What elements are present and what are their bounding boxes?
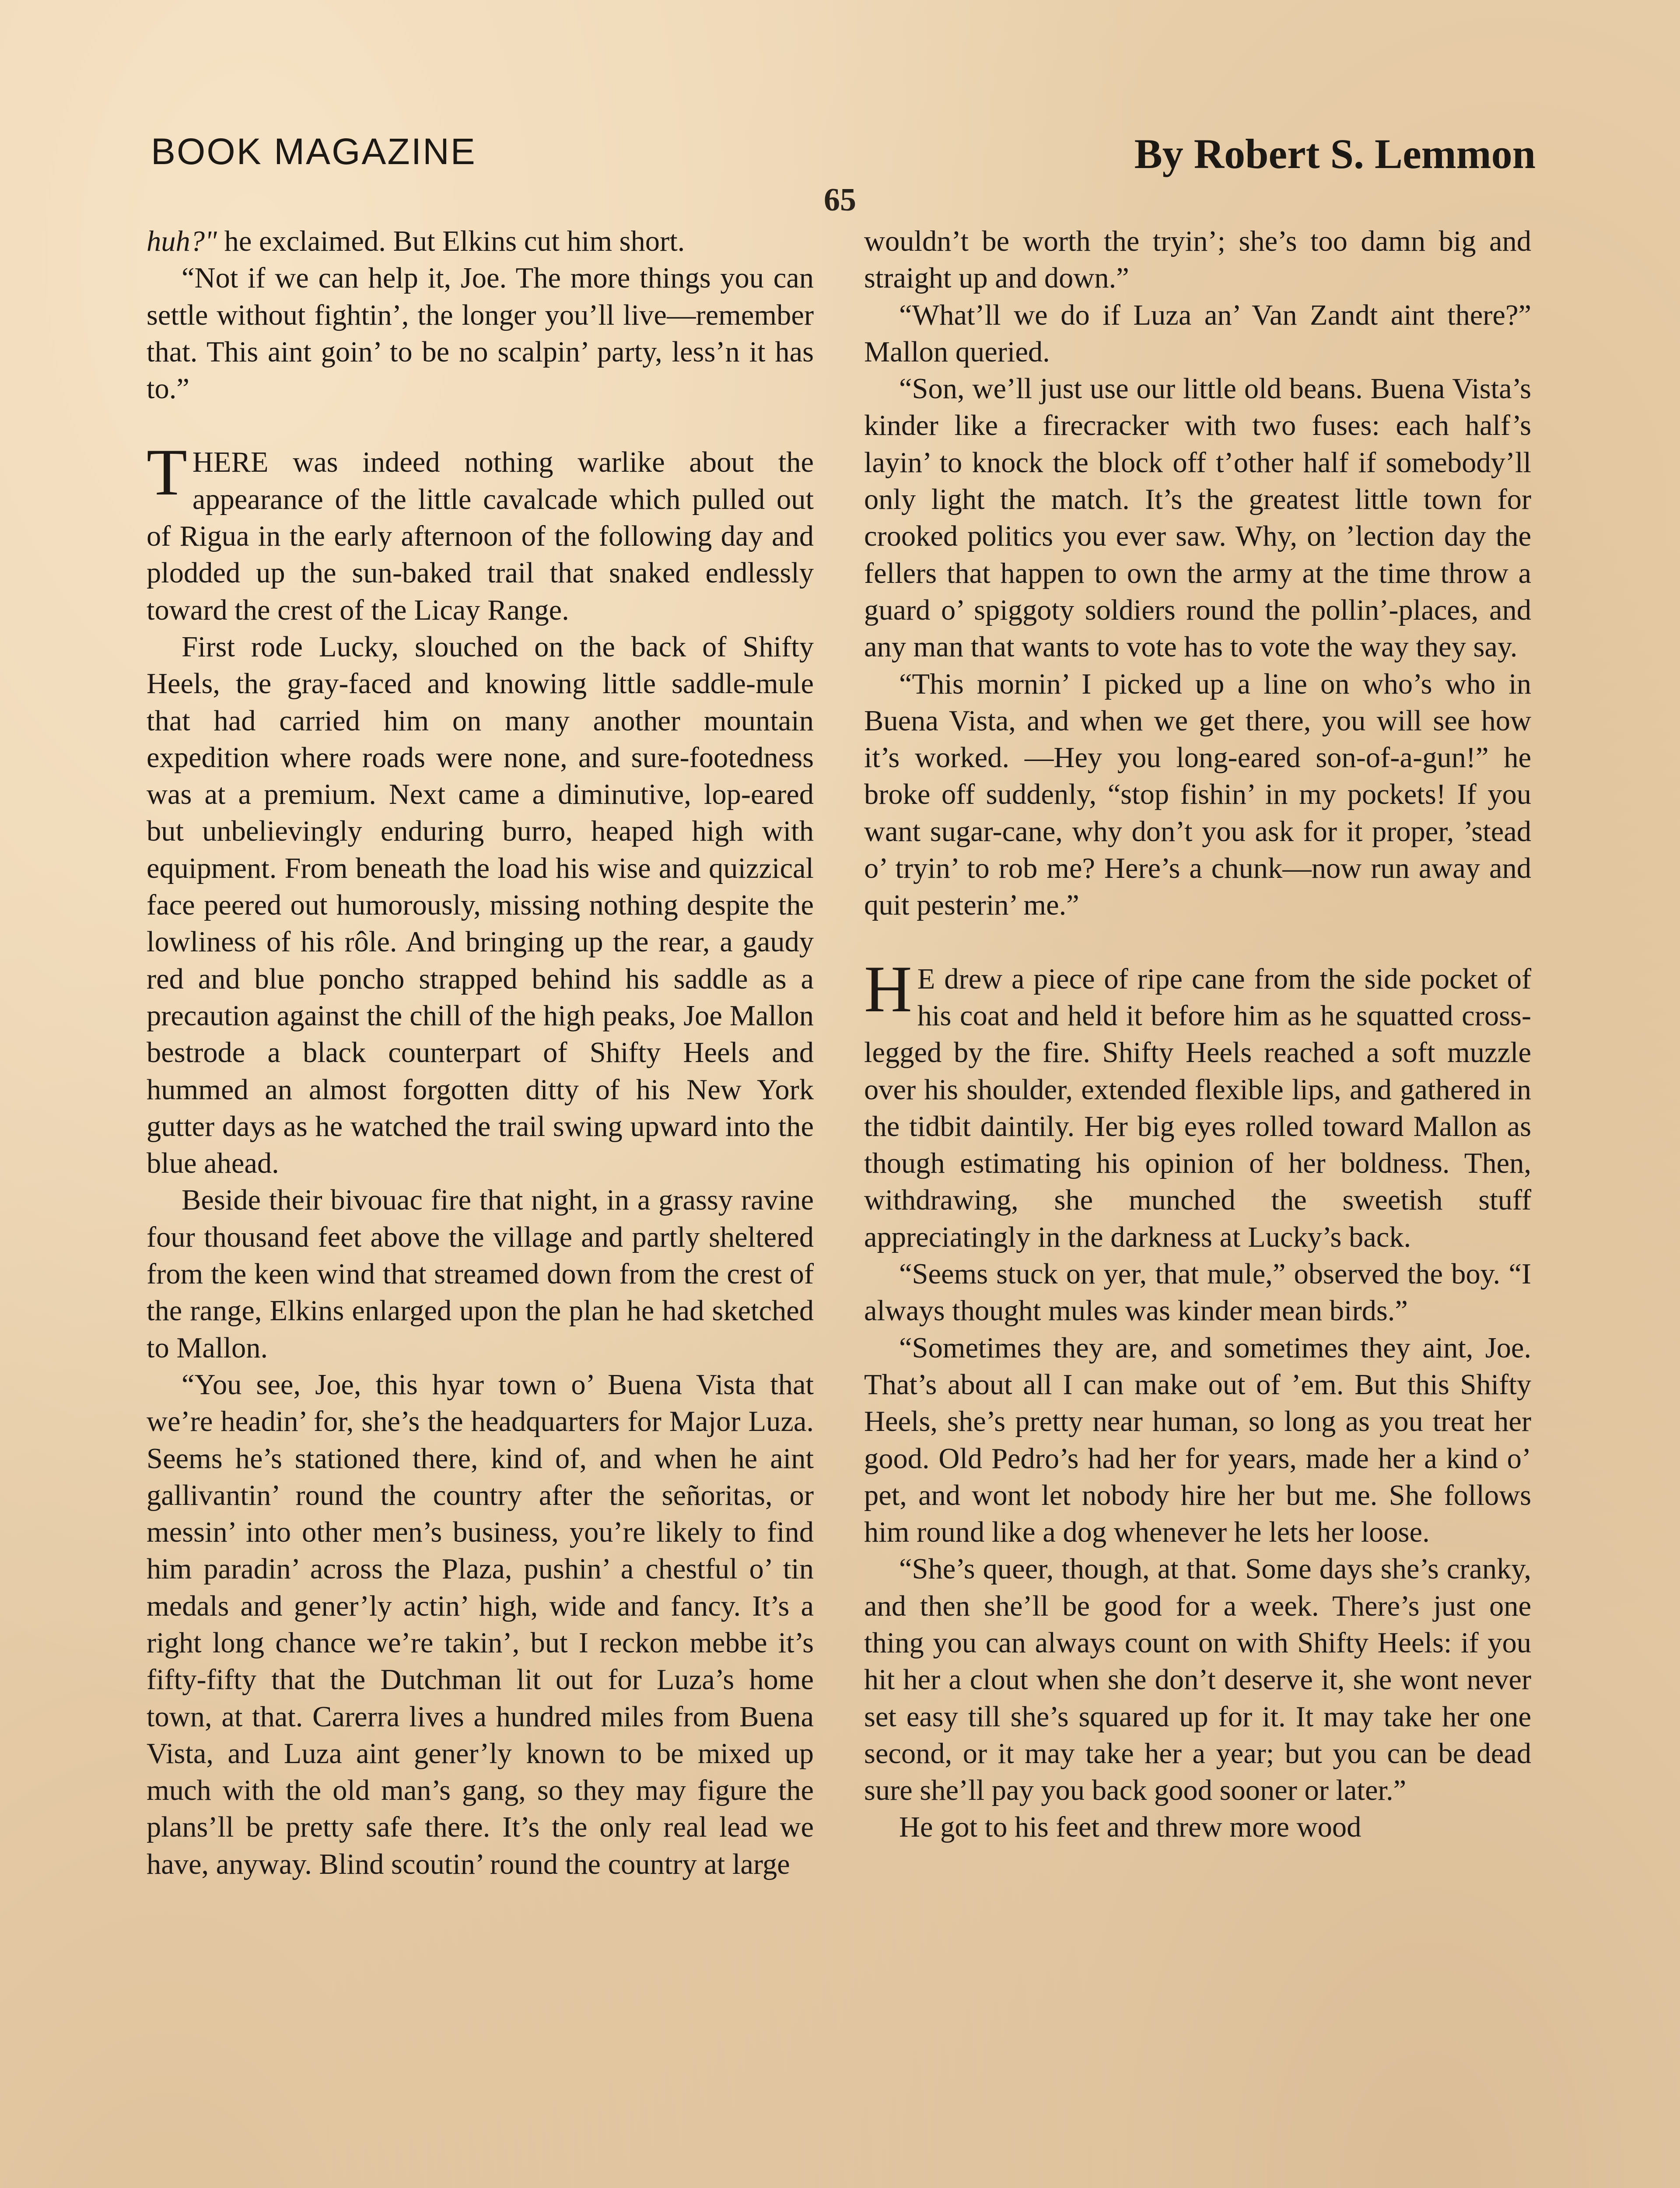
italic-text: huh?" [147,225,217,257]
paragraph: First rode Lucky, slouched on the back of Shifty Heels, the gray-faced and knowing little saddle-mule that had carried him on many another mountain expedition where roads were none, and sure-footedness was at a premium. Next came a diminutive, lop-eared but unbelievingly enduring burro, heaped high with equipment. From beneath the load his wise and quizzical face peered out humorously, missing nothing despite the lowliness of his rôle. And bringing up the rear, a gaudy red and blue poncho strapped behind his saddle as a precaution against the chill of the high peaks, Joe Mallon bestrode a black counterpart of Shifty Heels and hummed an almost forgotten ditty of his New York gutter days as he watched the trail swing upward into the blue ahead. [147,631,814,1180]
section-paragraph: THERE was indeed nothing warlike about the appearance of the little cavalcade which pulled out of Rigua in the early afternoon of the following day and plodded up the sun-baked trail that snaked endlessly toward the crest of the Licay Range. [147,435,814,626]
paragraph: “You see, Joe, this hyar town o’ Buena Vista that we’re headin’ for, she’s the headquarters for Major Luza. Seems he’s stationed there, kind of, and when he aint gallivantin’ round the country after the señoritas, or messin’ into other men’s business, you’re likely to find him paradin’ across the Plaza, pushin’ a chestful o’ tin medals and gener’ly actin’ high, wide and fancy. It’s a right long chance we’re takin’, but I reckon mebbe it’s fifty-fifty that the Dutchman lit out for Luza’s home town, at that. Carerra lives a hundred miles from Buena Vista, and Luza aint gener’ly known to be mixed up much with the old man’s gang, so they may figure the plans’ll be pretty safe there. It’s the only real lead we have, anyway. Blind scoutin’ round the country at large [147,1368,814,1880]
paragraph: “Sometimes they are, and sometimes they aint, Joe. That’s about all I can make out of ’em. But this Shifty Heels, she’s pretty near human, so long as you treat her good. Old Pedro’s had her for years, made her a kind o’ pet, and wont let nobody hire her but me. She follows him round like a dog whenever he lets her loose. [864,1332,1531,1549]
page-number: 65 [824,182,856,218]
paragraph: “Not if we can help it, Joe. The more things you can settle without fightin’, the longer you’ll live—remember that. This aint goin’ to be no scalpin’ party, less’n it has to.” [147,262,814,405]
paragraph: “Seems stuck on yer, that mule,” observed the boy. “I always thought mules was kinder mean birds.” [864,1258,1531,1327]
section-paragraph: H E drew a piece of ripe cane from the side pocket of his coat and held it before him as he squatted cross-legged by the fire. Shifty Heels reached a soft muzzle over his shoulder, extended flexible lips, and gathered in the tidbit daintily. Her big eyes rolled toward Mallon as though estimating his opinion of her boldness. Then, withdrawing, she munched the sweetish stuff appreciatingly in the darkness at Lucky’s back. [864,952,1531,1253]
paragraph: “This mornin’ I picked up a line on who’s who in Buena Vista, and when we get there, you will see how it’s worked. —Hey you long-eared son-of-a-gun!” he broke off suddenly, “stop fishin’ in my pockets! If you want sugar-cane, why don’t you ask for it proper, ’stead o’ tryin’ to rob me? Here’s a chunk—now run away and quit pesterin’ me.” [864,668,1531,922]
drop-cap: T [147,435,187,509]
paragraph: He got to his feet and threw more wood [899,1811,1362,1844]
right-text-column [864,223,1531,1846]
paragraph: “She’s queer, though, at that. Some days she’s cranky, and then she’ll be good for a week. There’s just one thing you can always count on with Shifty Heels: if you hit her a clout when she don’t deserve it, she wont never set easy till she’s squared up for it. It may take her one second, or it may take her a year; but you can be dead sure she’ll pay you back good sooner or later.” [864,1553,1531,1807]
paragraph: “Son, we’ll just use our little old beans. Buena Vista’s kinder like a firecracker with two fuses: each half’s layin’ to knock the block off t’other half if somebody’ll only light the match. It’s the greatest little town for crooked politics you ever saw. Why, on ’lection day the fellers that happen to own the army at the time throw a guard o’ spiggoty soldiers round the pollin’-places, and any man that wants to vote has to vote the way they say. [864,373,1531,663]
left-text-column [147,223,814,1883]
running-header-author: By Robert S. Lemmon [1134,130,1536,177]
paragraph: Beside their bivouac fire that night, in a grassy ravine four thousand feet above the village and partly sheltered from the keen wind that streamed down from the crest of the range, Elkins enlarged upon the plan he had sketched to Mallon. [147,1184,814,1364]
drop-cap: H [864,952,912,1026]
paragraph: wouldn’t be worth the tryin’; she’s too damn big and straight up and down.” [864,225,1531,295]
running-header-magazine-title: BOOK MAGAZINE [151,131,476,172]
paragraph: “What’ll we do if Luza an’ Van Zandt aint there?” Mallon queried. [864,299,1531,368]
paragraph: huh?" he exclaimed. But Elkins cut him short. [147,225,685,257]
